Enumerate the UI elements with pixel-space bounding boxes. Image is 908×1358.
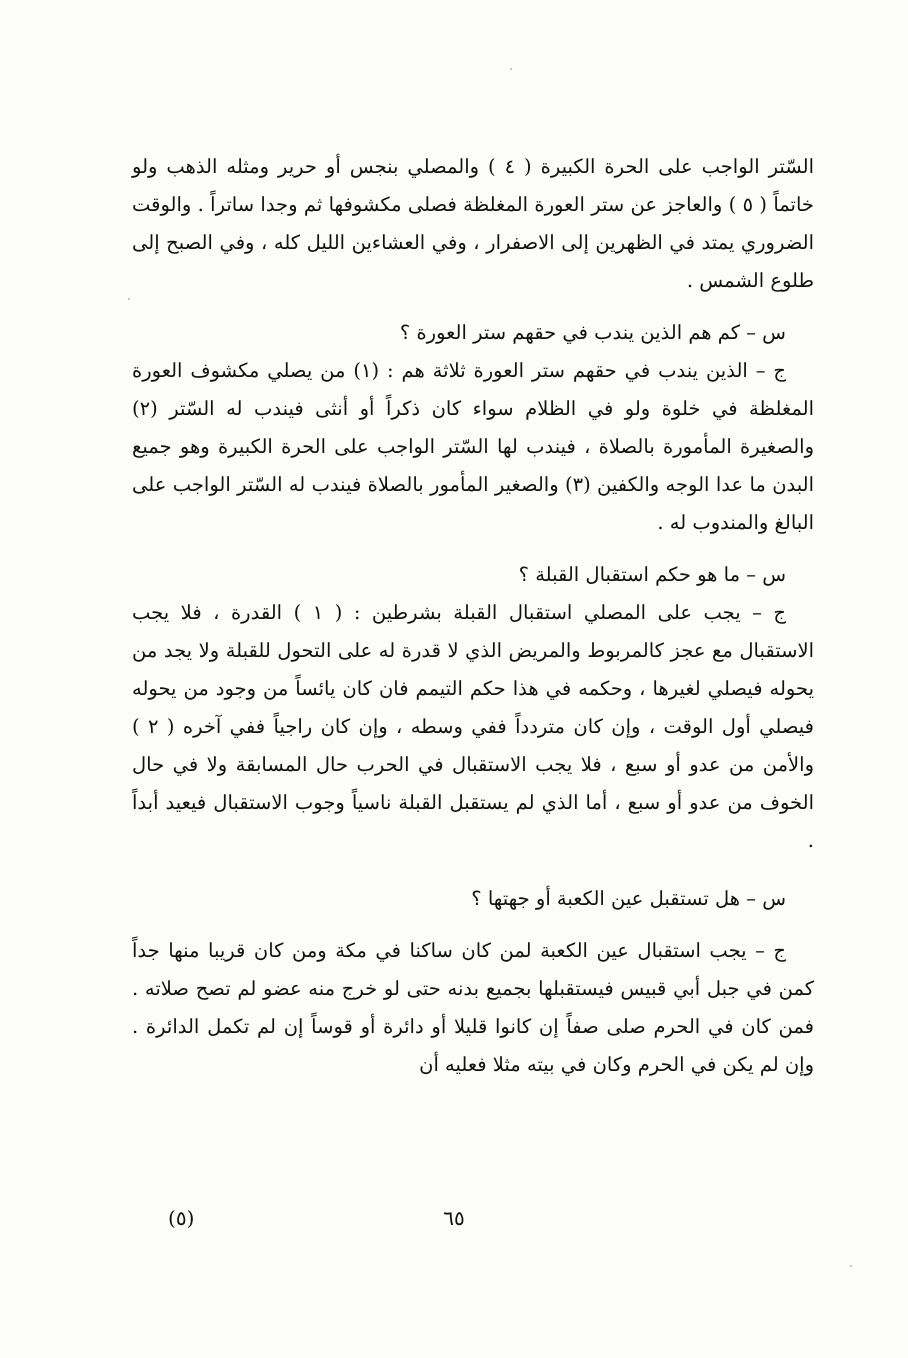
question-awrah-recommended: س – كم هم الذين يندب في حقهم ستر العورة ؟ xyxy=(399,321,786,344)
scan-speck xyxy=(850,1265,852,1267)
page-number: ٦٥ xyxy=(443,1206,465,1230)
paragraph-continuation: السّتر الواجب على الحرة الكبيرة ( ٤ ) والمصلي بنجس أو حرير ومثله الذهب ولو خاتماً ( ٥ ) والعاجز عن ستر العورة المغلظة فصلى مكشوفها ثم وجدا ساتراً . والوقت الضروري يمتد في الظهرين إلى الاصفرار ، وفي العشاءين الليل كله ، وفي الصبح إلى طلوع الشمس . xyxy=(132,155,815,292)
body-text xyxy=(132,148,814,1084)
signature-mark: (٥) xyxy=(168,1206,195,1230)
answer-kaaba-direction: ج – يجب استقبال عين الكعبة لمن كان ساكنا في مكة ومن كان قريبا منها جداً كمن في جبل أبي قبيس فيستقبلها بجميع بدنه حتى لو خرج منه عضو لم تصح صلاته . فمن كان في الحرم صلى صفاً إن كانوا قليلا أو دائرة أو قوساً إن لم تكمل الدائرة . وإن لم يكن في الحرم وكان في بيته مثلا فعليه أن xyxy=(132,939,814,1076)
answer-awrah-recommended: ج – الذين يندب في حقهم ستر العورة ثلاثة هم : (١) من يصلي مكشوف العورة المغلظة في خلوة ولو في الظلام سواء كان ذكراً أو أنثى فيندب له السّتر (٢) والصغيرة المأمورة بالصلاة ، فيندب لها السّتر الواجب على الحرة الكبيرة وهو جميع البدن ما عدا الوجه والكفين (٣) والصغير المأمور بالصلاة فيندب له السّتر الواجب على البالغ والمندوب له . xyxy=(132,359,815,534)
page-footer xyxy=(0,1200,908,1240)
scan-speck xyxy=(128,298,130,300)
scan-speck xyxy=(510,68,512,70)
answer-facing-qibla: ج – يجب على المصلي استقبال القبلة بشرطين : ( ١ ) القدرة ، فلا يجب الاستقبال مع عجز كالمربوط والمريض الذي لا قدرة له على التحول للقبلة ولا يجد من يحوله فيصلي لغيرها ، وحكمه في هذا حكم التيمم فان كان يائساً من وجود من يحوله فيصلي أول الوقت ، وإن كان متردداً ففي وسطه ، وإن كان راجياً ففي آخره ( ٢ ) والأمن من عدو أو سبع ، فلا يجب الاستقبال في الحرب حال المسابقة ولا في حال الخوف من عدو أو سبع ، أما الذي لم يستقبل القبلة ناسياً وجوب الاستقبال فيعيد أبداً . xyxy=(132,601,815,852)
question-kaaba-direction: س – هل تستقبل عين الكعبة أو جهتها ؟ xyxy=(471,887,786,910)
question-facing-qibla: س – ما هو حكم استقبال القبلة ؟ xyxy=(518,563,786,586)
